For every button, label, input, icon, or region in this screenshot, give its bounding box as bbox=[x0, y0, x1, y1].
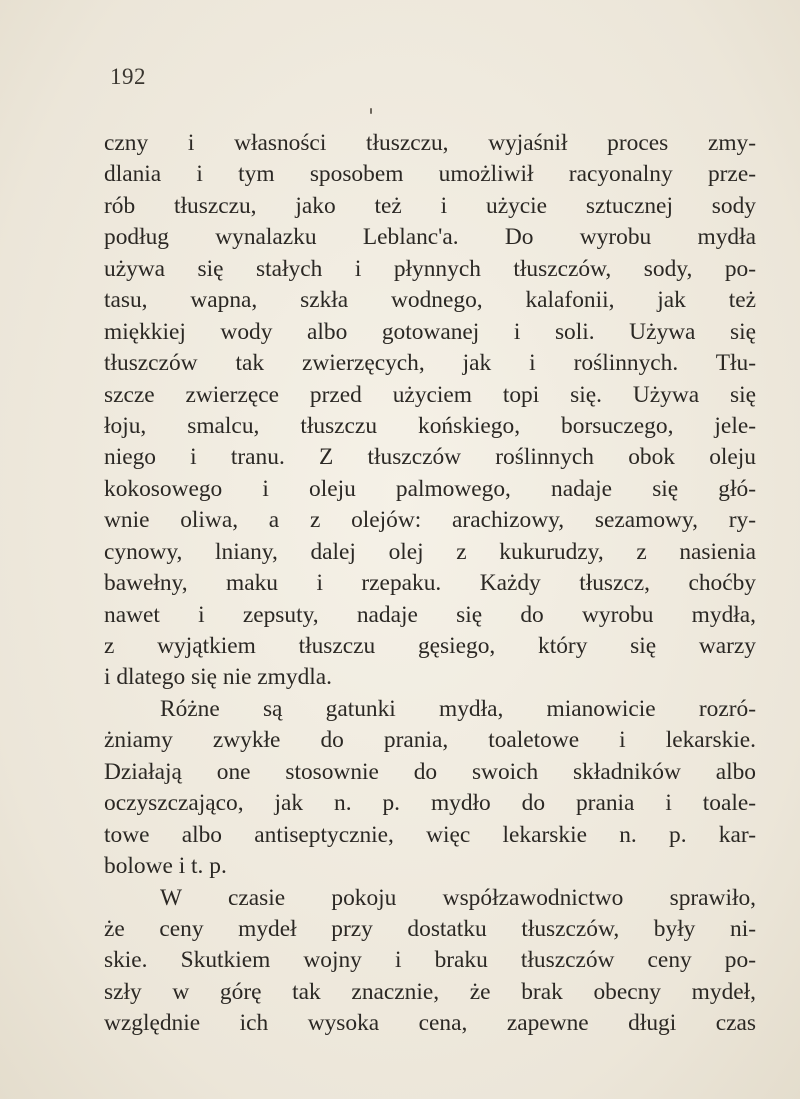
text-line: skie. Skutkiem wojny i braku tłuszczów ceny po- bbox=[104, 947, 756, 974]
text-line: z wyjątkiem tłuszczu gęsiego, który się warzy bbox=[104, 633, 756, 659]
text-line: miękkiej wody albo gotowanej i soli. Używa się bbox=[104, 318, 756, 345]
text-line: bawełny, maku i rzepaku. Każdy tłuszcz, choćby bbox=[104, 570, 756, 597]
text-line: nawet i zepsuty, nadaje się do wyrobu mydła, bbox=[104, 601, 756, 628]
text-line: W czasie pokoju współzawodnictwo sprawiło, bbox=[160, 884, 756, 911]
text-line: względnie ich wysoka cena, zapewne długi czas bbox=[104, 1010, 756, 1037]
text-line: towe albo antiseptycznie, więc lekarskie n. p. kar- bbox=[104, 821, 756, 848]
text-line: bolowe i t. p. bbox=[104, 853, 227, 880]
text-line: że ceny mydeł przy dostatku tłuszczów, były ni- bbox=[104, 915, 756, 942]
text-line: czny i własności tłuszczu, wyjaśnił proces zmy- bbox=[104, 130, 756, 156]
text-line: Działają one stosownie do swoich składników albo bbox=[104, 758, 756, 785]
text-line: używa się stałych i płynnych tłuszczów, sody, po- bbox=[104, 255, 756, 282]
text-line: łoju, smalcu, tłuszczu końskiego, borsuczego, jele- bbox=[104, 412, 756, 439]
text-line: i dlatego się nie zmydla. bbox=[104, 664, 332, 691]
text-line: niego i tranu. Z tłuszczów roślinnych obok oleju bbox=[104, 444, 756, 471]
text-line: żniamy zwykłe do prania, toaletowe i lekarskie. bbox=[104, 727, 756, 754]
text-line: tasu, wapna, szkła wodnego, kalafonii, jak też bbox=[104, 287, 756, 314]
text-line: wnie oliwa, a z olejów: arachizowy, sezamowy, ry- bbox=[104, 507, 756, 534]
text-line: szcze zwierzęce przed użyciem topi się. Używa się bbox=[104, 381, 756, 408]
text-line: dlania i tym sposobem umożliwił racyonalny prze- bbox=[104, 161, 756, 188]
text-line: szły w górę tak znacznie, że brak obecny mydeł, bbox=[104, 978, 756, 1005]
text-line: podług wynalazku Leblanc'a. Do wyrobu mydła bbox=[104, 224, 756, 251]
text-line: kokosowego i oleju palmowego, nadaje się głó- bbox=[104, 475, 756, 502]
text-line: cynowy, lniany, dalej olej z kukurudzy, z nasienia bbox=[104, 538, 756, 565]
body-text bbox=[104, 128, 756, 1040]
text-line: tłuszczów tak zwierzęcych, jak i roślinnych. Tłu- bbox=[104, 350, 756, 377]
ink-speck bbox=[370, 108, 372, 114]
text-line: Różne są gatunki mydła, mianowicie rozró- bbox=[160, 695, 756, 722]
text-line: rób tłuszczu, jako też i użycie sztucznej sody bbox=[104, 192, 756, 219]
page-number: 192 bbox=[110, 64, 146, 89]
text-line: oczyszczająco, jak n. p. mydło do prania i toale- bbox=[104, 790, 756, 817]
